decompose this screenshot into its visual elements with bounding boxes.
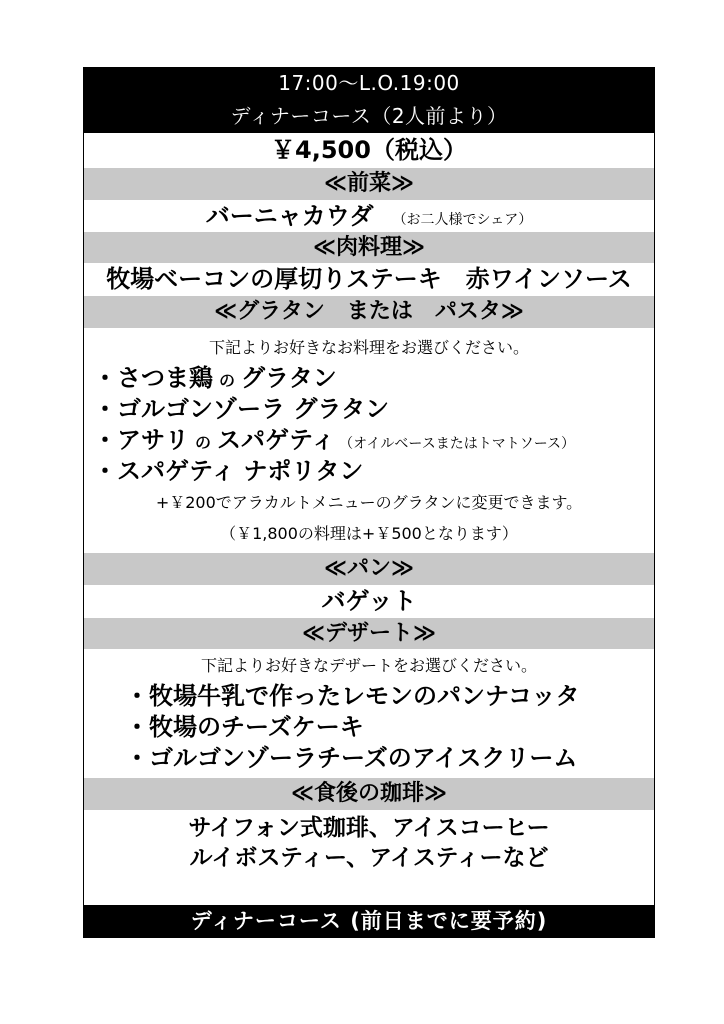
appetizer-dish: バーニャカウダ [205, 202, 374, 230]
list-item [83, 363, 655, 394]
course-title: ディナーコース（2人前より） [230, 104, 508, 128]
gratin-pasta-section [83, 328, 655, 553]
dessert-instruction: 下記よりお好きなデザートをお選びください。 [200, 656, 537, 675]
list-item [83, 425, 655, 456]
section-heading-dessert: ≪デザート≫ [83, 618, 655, 649]
upgrade-note: +￥200でアラカルトメニューのグラタンに変更できます。 [155, 493, 583, 512]
list-item: ・牧場のチーズケーキ [125, 713, 364, 741]
section-heading-appetizer: ≪前菜≫ [83, 168, 655, 200]
list-item: ・ゴルゴンゾーラチーズのアイスクリーム [125, 744, 578, 772]
item-name: ・さつま鶏 [93, 364, 213, 392]
section-heading-coffee: ≪食後の珈琲≫ [83, 778, 655, 810]
item-particle: の [195, 433, 212, 452]
reservation-footer: ディナーコース (前日までに要予約) [83, 905, 655, 938]
dinner-course-menu [83, 67, 655, 938]
service-hours: 17:00～L.O.19:00 [278, 71, 460, 95]
upgrade-note-detail: （￥1,800の料理は+￥500となります） [220, 524, 518, 543]
item-name-rest: スパゲティ [217, 426, 336, 454]
section-heading-meat: ≪肉料理≫ [83, 232, 655, 263]
course-price: ￥4,500（税込） [271, 136, 467, 164]
item-name: ・スパゲティ ナポリタン [93, 457, 364, 485]
item-name-rest: グラタン [241, 364, 337, 392]
list-item [83, 456, 655, 487]
item-particle: の [219, 371, 236, 390]
coffee-line: ルイボスティー、アイスティーなど [189, 845, 549, 871]
coffee-section [83, 810, 655, 905]
item-name: ・アサリ [93, 426, 189, 454]
dessert-section [83, 649, 655, 778]
bread-item: バゲット [321, 587, 417, 615]
menu-header [83, 67, 655, 133]
item-name: ・ゴルゴンゾーラ グラタン [93, 395, 390, 423]
appetizer-row [83, 200, 655, 232]
coffee-line: サイフォン式珈琲、アイスコーヒー [188, 815, 550, 841]
gratin-pasta-instruction: 下記よりお好きなお料理をお選びください。 [208, 338, 529, 357]
meat-dish: 牧場ベーコンの厚切りステーキ 赤ワインソース [106, 265, 632, 293]
section-heading-bread: ≪パン≫ [83, 553, 655, 585]
list-item [83, 394, 655, 425]
section-heading-gratin-or-pasta: ≪グラタン または パスタ≫ [83, 296, 655, 328]
list-item: ・牧場牛乳で作ったレモンのパンナコッタ [125, 682, 580, 710]
item-note: （オイルベースまたはトマトソース） [339, 436, 576, 452]
appetizer-note: （お二人様でシェア） [392, 212, 533, 228]
